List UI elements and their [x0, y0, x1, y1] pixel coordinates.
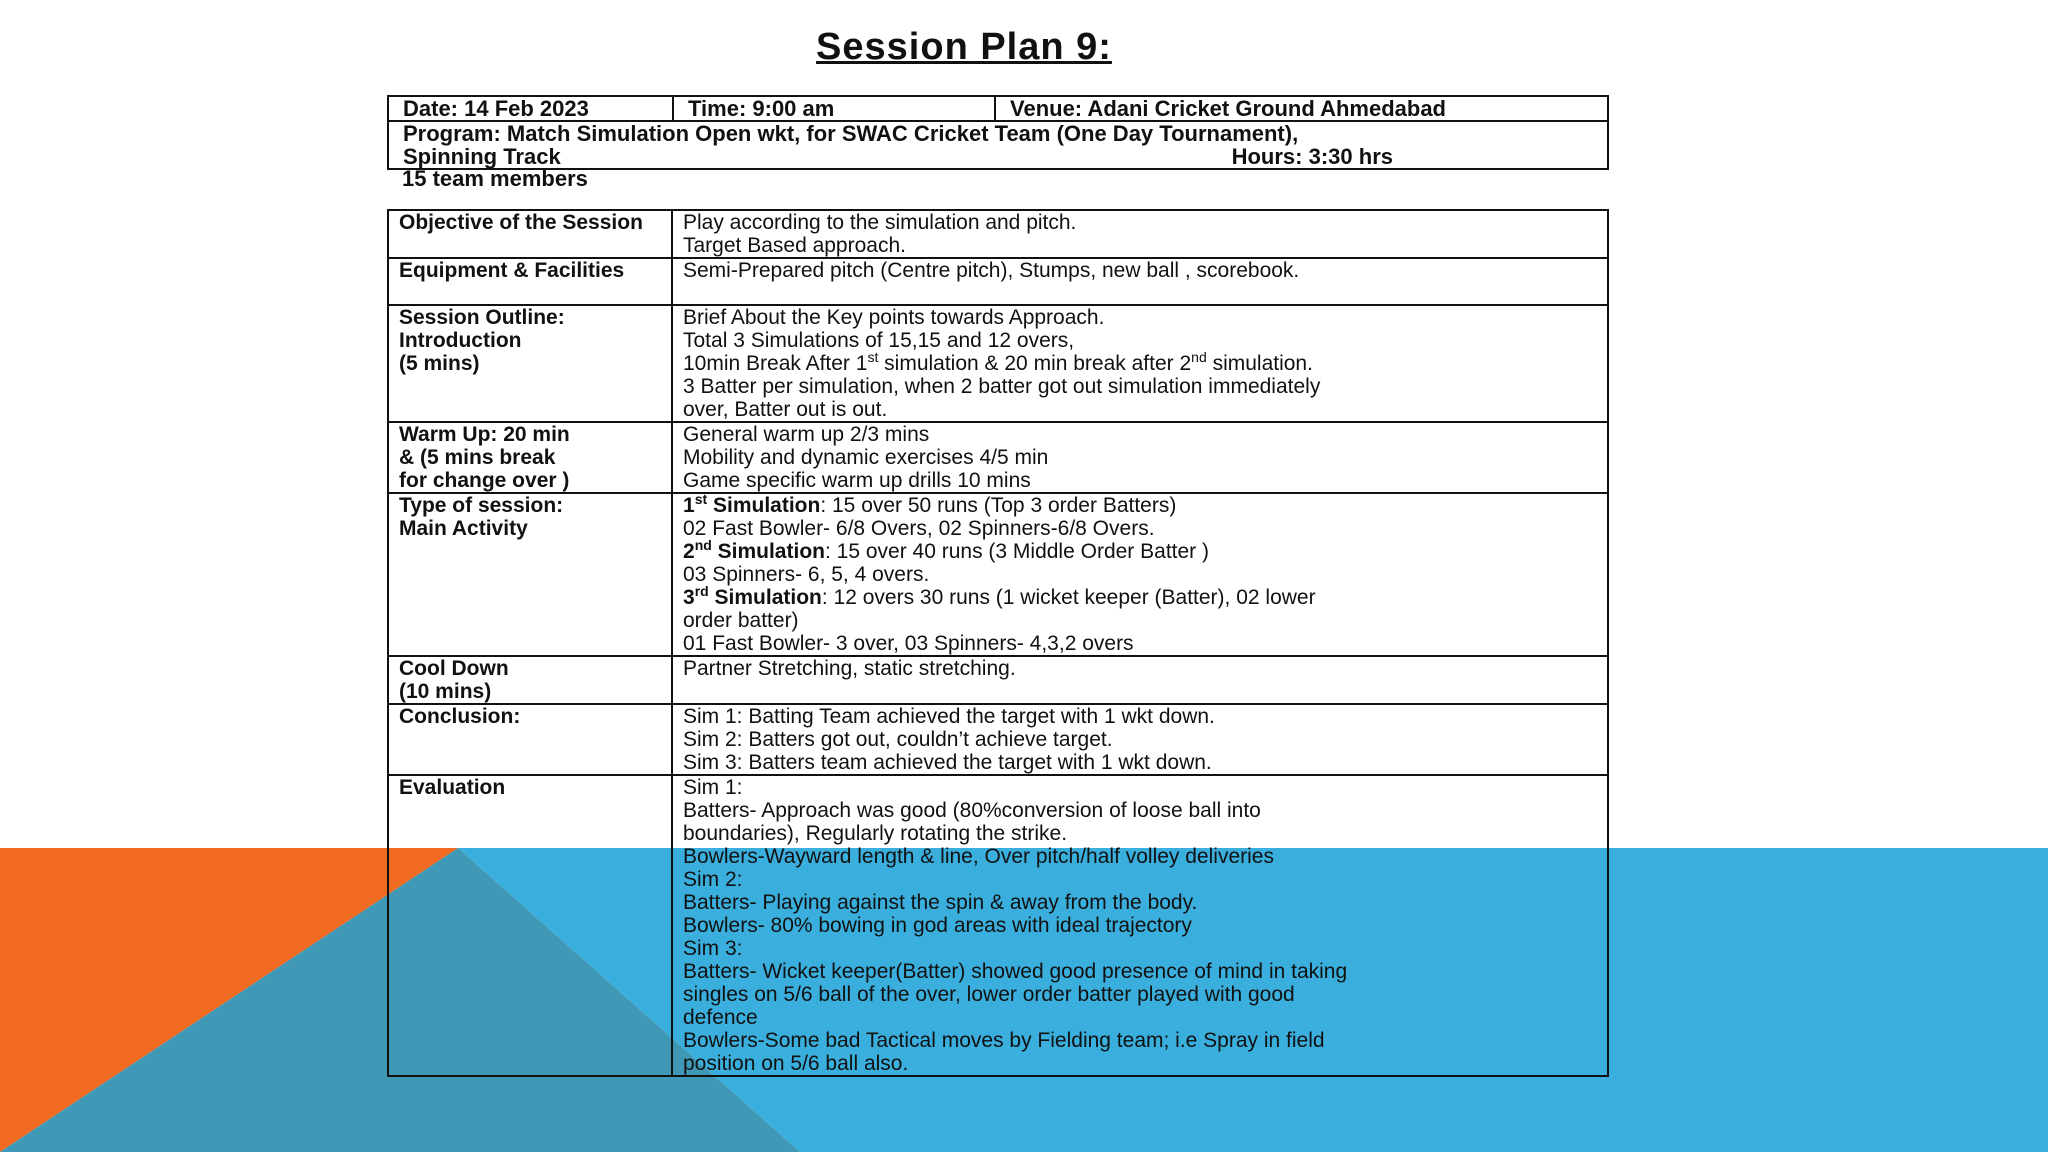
- text-line: Semi-Prepared pitch (Centre pitch), Stumps, new ball , scorebook.: [683, 259, 1300, 282]
- text-line: order batter): [683, 609, 799, 632]
- program-subline: [403, 145, 1593, 168]
- label-line: Cool Down: [399, 657, 509, 680]
- team-members: 15 team members: [402, 166, 588, 191]
- text-line: Game specific warm up drills 10 mins: [683, 469, 1031, 492]
- label-line: (5 mins): [399, 352, 480, 375]
- label-line: Main Activity: [399, 517, 528, 540]
- text-line: Bowlers- 80% bowing in god areas with ideal trajectory: [683, 914, 1192, 937]
- text-line: Target Based approach.: [683, 234, 906, 257]
- warmup-cell: [672, 422, 1608, 493]
- warmup-label: [388, 422, 672, 493]
- text-line: 03 Spinners- 6, 5, 4 overs.: [683, 563, 930, 586]
- text-line: boundaries), Regularly rotating the strike.: [683, 822, 1068, 845]
- objective-label: Objective of the Session: [388, 210, 672, 258]
- text-part: : 15 over 40 runs (3 Middle Order Batter ): [824, 540, 1209, 563]
- equipment-cell: [672, 258, 1608, 305]
- label-line: Warm Up: 20 min: [399, 423, 570, 446]
- text-line: Batters- Wicket keeper(Batter) showed good presence of mind in taking: [683, 960, 1348, 983]
- text-line: over, Batter out is out.: [683, 398, 888, 421]
- conclusion-label: Conclusion:: [388, 704, 672, 775]
- text-part: : 15 over 50 runs (Top 3 order Batters): [820, 494, 1177, 517]
- text-line: defence: [683, 1006, 758, 1029]
- label-line: & (5 mins break: [399, 446, 556, 469]
- date-cell: Date: 14 Feb 2023: [388, 96, 673, 121]
- text-line: singles on 5/6 ball of the over, lower order batter played with good: [683, 983, 1295, 1006]
- text-line: Total 3 Simulations of 15,15 and 12 overs,: [683, 329, 1075, 352]
- text-line: 02 Fast Bowler- 6/8 Overs, 02 Spinners-6/8 Overs.: [683, 517, 1155, 540]
- evaluation-label: Evaluation: [388, 775, 672, 1076]
- evaluation-cell: [672, 775, 1608, 1076]
- session-plan-table: [387, 209, 1609, 1077]
- main-activity-cell: [672, 493, 1608, 656]
- page-title: Session Plan 9:: [816, 26, 1112, 68]
- main-activity-label: [388, 493, 672, 656]
- sim-number: 3: [683, 586, 695, 609]
- label-line: (10 mins): [399, 680, 492, 703]
- superscript: rd: [694, 583, 709, 599]
- text-line: Partner Stretching, static stretching.: [683, 657, 1016, 680]
- text-part: simulation.: [1206, 352, 1313, 375]
- track-text: Spinning Track: [403, 144, 561, 169]
- program-line: Program: Match Simulation Open wkt, for SWAC Cricket Team (One Day Tournament),: [403, 121, 1299, 146]
- text-line: Sim 1: Batting Team achieved the target with 1 wkt down.: [683, 705, 1215, 728]
- sim-title: Simulation: [708, 586, 822, 609]
- text-line: Bowlers-Wayward length & line, Over pitch/half volley deliveries: [683, 845, 1274, 868]
- text-line: General warm up 2/3 mins: [683, 423, 930, 446]
- text-line: Mobility and dynamic exercises 4/5 min: [683, 446, 1049, 469]
- text-line: [683, 537, 1597, 563]
- label-line: Session Outline:: [399, 306, 565, 329]
- text-line: Sim 2: Batters got out, couldn’t achieve target.: [683, 728, 1113, 751]
- session-header-table: [387, 95, 1609, 170]
- cooldown-label: [388, 656, 672, 704]
- conclusion-cell: [672, 704, 1608, 775]
- label-line: for change over ): [399, 469, 570, 492]
- outline-cell: [672, 305, 1608, 422]
- program-cell: [388, 121, 1608, 169]
- outline-label: [388, 305, 672, 422]
- text-line: Batters- Playing against the spin & away from the body.: [683, 891, 1198, 914]
- text-line: Batters- Approach was good (80%conversion of loose ball into: [683, 799, 1261, 822]
- superscript: st: [867, 349, 879, 365]
- sim-number: 1: [683, 494, 695, 517]
- objective-cell: [672, 210, 1608, 258]
- text-line: [683, 491, 1597, 517]
- text-line: Sim 3: Batters team achieved the target with 1 wkt down.: [683, 751, 1212, 774]
- text-part: simulation & 20 min break after 2: [878, 352, 1192, 375]
- text-part: : 12 overs 30 runs (1 wicket keeper (Batter), 02 lower: [821, 586, 1316, 609]
- venue-cell: Venue: Adani Cricket Ground Ahmedabad: [995, 96, 1608, 121]
- equipment-label: Equipment & Facilities: [388, 258, 672, 305]
- text-line: Brief About the Key points towards Approach.: [683, 306, 1105, 329]
- superscript: nd: [694, 537, 712, 553]
- sim-title: Simulation: [707, 494, 821, 517]
- text-line: [683, 349, 1597, 375]
- cooldown-cell: [672, 656, 1608, 704]
- superscript: nd: [1191, 349, 1207, 365]
- sim-number: 2: [683, 540, 695, 563]
- label-line: Introduction: [399, 329, 522, 352]
- text-line: Sim 2:: [683, 868, 743, 891]
- text-line: [683, 583, 1597, 609]
- text-part: 10min Break After 1: [683, 352, 868, 375]
- text-line: Bowlers-Some bad Tactical moves by Fielding team; i.e Spray in field: [683, 1029, 1325, 1052]
- label-line: Type of session:: [399, 494, 564, 517]
- text-line: 01 Fast Bowler- 3 over, 03 Spinners- 4,3,2 overs: [683, 632, 1134, 655]
- text-line: 3 Batter per simulation, when 2 batter got out simulation immediately: [683, 375, 1321, 398]
- text-line: Sim 3:: [683, 937, 743, 960]
- text-line: Play according to the simulation and pitch.: [683, 211, 1077, 234]
- hours-text: Hours: 3:30 hrs: [1231, 144, 1393, 169]
- text-line: Sim 1:: [683, 776, 743, 799]
- sim-title: Simulation: [711, 540, 825, 563]
- superscript: st: [694, 491, 708, 507]
- time-cell: Time: 9:00 am: [673, 96, 995, 121]
- text-line: position on 5/6 ball also.: [683, 1052, 909, 1075]
